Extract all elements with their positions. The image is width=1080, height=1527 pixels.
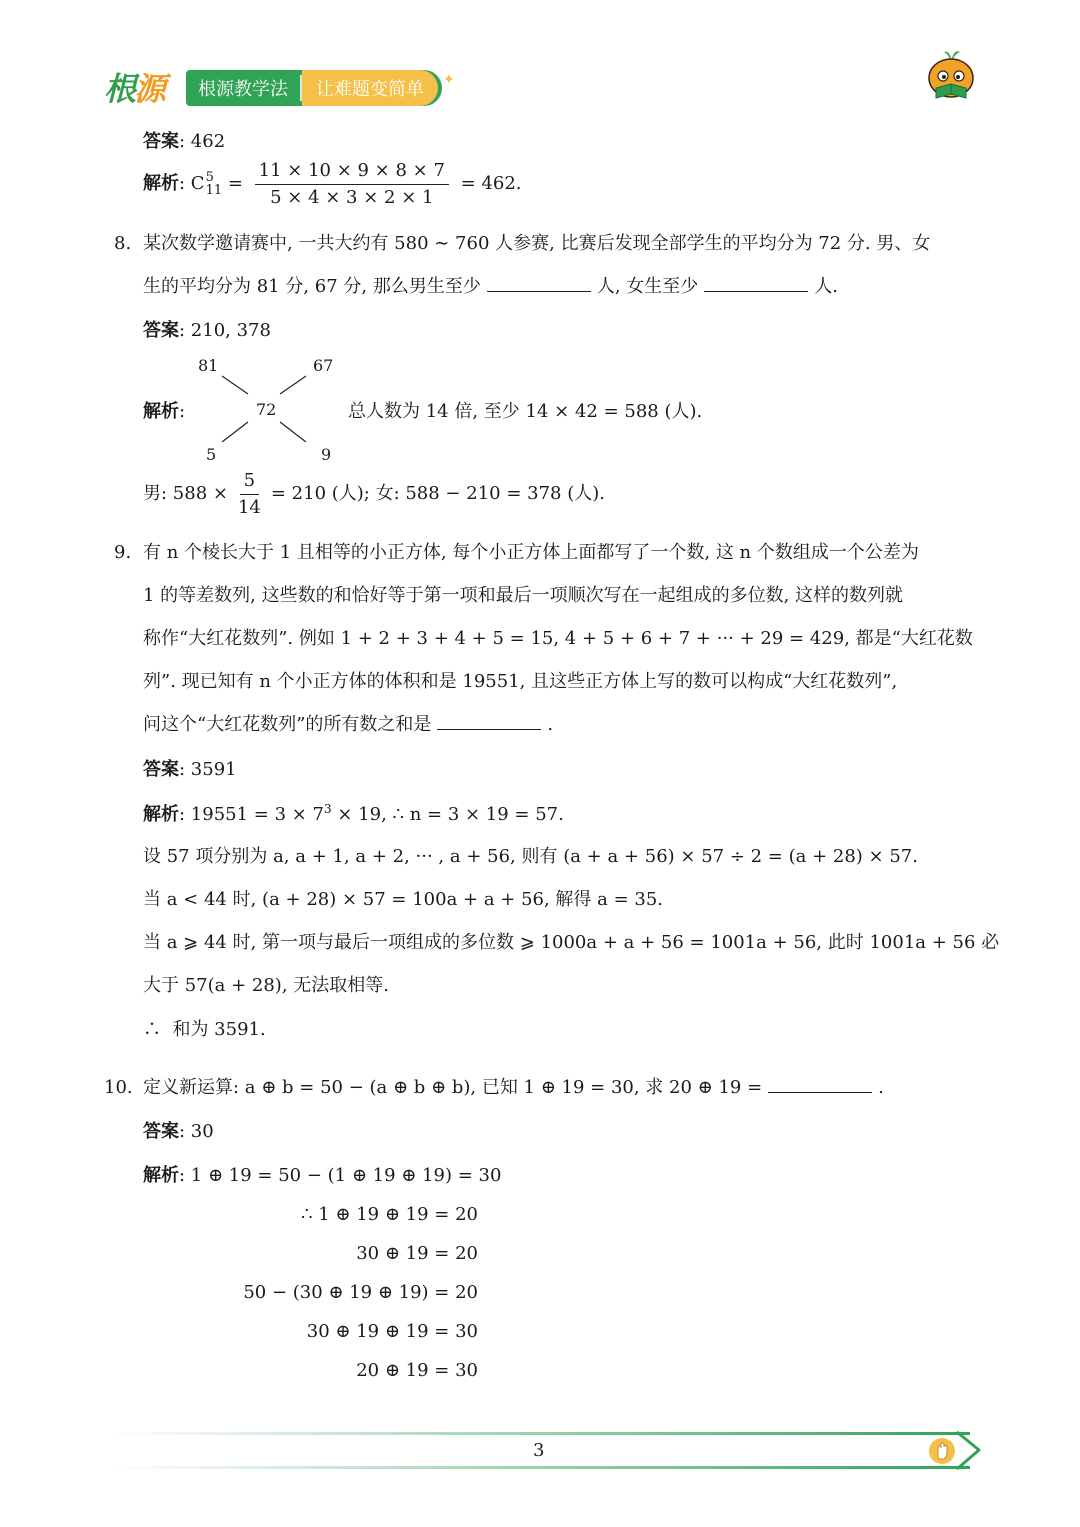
- q7-answer: [143, 131, 225, 153]
- analysis-prefix: : C: [179, 173, 205, 195]
- answer-value: : 30: [179, 1121, 214, 1142]
- exponent: 3: [324, 802, 332, 816]
- q9-step2: 当 a < 44 时, (a + 28) × 57 = 100a + a + 56, 解得 a = 35.: [143, 889, 664, 910]
- combination-sup: 5: [205, 170, 214, 186]
- q9-line5: [143, 714, 553, 736]
- q9-answer: [143, 759, 237, 781]
- cross-bottom-left: 5: [206, 445, 217, 464]
- q10-analysis-1: [143, 1165, 501, 1187]
- q8-answer: [143, 320, 271, 342]
- logo-char-accent: 源: [134, 70, 165, 108]
- q9-line5-end: .: [547, 714, 554, 735]
- numerator: 5: [240, 470, 259, 495]
- combination-sub: 11: [205, 183, 223, 199]
- answer-blank: [437, 728, 541, 730]
- combination-indices: [206, 171, 223, 197]
- tagline-method: 根源教学法: [198, 79, 288, 100]
- cross-bottom-right: 9: [321, 445, 332, 464]
- analysis-label: 解析: [143, 173, 179, 195]
- q10-answer: [143, 1121, 214, 1143]
- answer-label: 答案: [143, 131, 179, 152]
- q9-line1: 有 n 个棱长大于 1 且相等的小正方体, 每个小正方体上面都写了一个数, 这 n 个数组成一个公差为: [143, 542, 919, 563]
- analysis-colon: :: [179, 401, 186, 422]
- mascot-icon: [922, 48, 980, 104]
- q10-analysis-2: ∴ 1 ⊕ 19 ⊕ 19 = 20: [301, 1204, 478, 1225]
- answer-blank: [768, 1091, 872, 1093]
- q8-line2-text: 生的平均分为 81 分, 67 分, 那么男生至少: [143, 276, 481, 297]
- q10-analysis-3: 30 ⊕ 19 = 20: [356, 1243, 478, 1264]
- q9-line5-text: 问这个“大红花数列”的所有数之和是: [143, 714, 432, 735]
- q8-line1: 某次数学邀请赛中, 一共大约有 580 ∼ 760 人参赛, 比赛后发现全部学生的平均分为 72 分. 男、女: [143, 233, 931, 254]
- q10-analysis-5: 30 ⊕ 19 ⊕ 19 = 30: [306, 1321, 478, 1342]
- analysis-b: × 19, ∴ n = 3 × 19 = 57.: [331, 804, 564, 825]
- q9-step3: 当 a ⩾ 44 时, 第一项与最后一项组成的多位数 ⩾ 1000a + a + 56 = 1001a + 56, 此时 1001a + 56 必: [143, 932, 1000, 953]
- analysis-label: 解析: [143, 401, 179, 422]
- q10-line1: [143, 1077, 884, 1099]
- answer-label: 答案: [143, 320, 179, 341]
- result: = 462.: [454, 173, 522, 195]
- answer-blank: [487, 290, 591, 292]
- q8-line2-end: 人.: [814, 276, 839, 297]
- q9-number: 9.: [114, 542, 132, 563]
- denominator: 14: [237, 496, 261, 518]
- answer-label: 答案: [143, 1121, 179, 1142]
- q9-line3: 称作“大红花数列”. 例如 1 + 2 + 3 + 4 + 5 = 15, 4 + 5 + 6 + 7 + ··· + 29 = 429, 都是“大红花数: [143, 628, 973, 649]
- q7-analysis: [143, 160, 522, 208]
- female-text: = 210 (人); 女: 588 − 210 = 378 (人).: [270, 483, 605, 505]
- hand-icon: [928, 1437, 956, 1465]
- male-text: 男: 588 ×: [143, 483, 228, 505]
- denominator: 5 × 4 × 3 × 2 × 1: [270, 186, 434, 208]
- cross-lines: [218, 374, 310, 444]
- q8-line2: [143, 276, 838, 298]
- cross-center: 72: [256, 400, 277, 419]
- brand-logo: [104, 64, 164, 110]
- analysis-label: 解析: [143, 1165, 179, 1186]
- analysis-label: 解析: [143, 804, 179, 825]
- q8-male-female: [143, 470, 605, 518]
- q9-step5: ∴ 和为 3591.: [143, 1019, 266, 1040]
- cross-top-right: 67: [313, 356, 334, 375]
- q9-step4: 大于 57(a + 28), 无法取相等.: [143, 975, 389, 996]
- answer-value: : 210, 378: [179, 320, 271, 341]
- brand-tagline: [186, 70, 442, 106]
- tagline-separator: [300, 75, 302, 101]
- answer-blank: [704, 290, 808, 292]
- analysis-step: : 1 ⊕ 19 = 50 − (1 ⊕ 19 ⊕ 19) = 30: [179, 1165, 502, 1186]
- fraction: [255, 160, 449, 208]
- sparkle-icon: ✦: [443, 72, 455, 88]
- q9-analysis: [143, 802, 564, 826]
- fraction: [234, 470, 265, 518]
- tagline-slogan: 让难题变简单: [302, 70, 438, 106]
- answer-value: : 3591: [179, 759, 237, 780]
- q10-line1-text: 定义新运算: a ⊕ b = 50 − (a ⊕ b ⊕ b), 已知 1 ⊕ 19 = 30, 求 20 ⊕ 19 =: [143, 1077, 763, 1098]
- equals: =: [222, 173, 249, 195]
- footer-arrow-icon: [955, 1430, 983, 1471]
- q10-line1-end: .: [878, 1077, 884, 1098]
- analysis-a: : 19551 = 3 × 7: [179, 804, 325, 825]
- q9-line4: 列”. 现已知有 n 个小正方体的体积和是 19551, 且这些正方体上写的数可以构成“大红花数列”,: [143, 671, 898, 692]
- page-number: 3: [533, 1440, 545, 1461]
- q10-analysis-6: 20 ⊕ 19 = 30: [356, 1360, 478, 1381]
- q8-analysis-label: [143, 401, 185, 423]
- answer-value: : 462: [179, 131, 226, 152]
- logo-char-main: 根: [104, 70, 135, 108]
- q8-analysis-text: 总人数为 14 倍, 至少 14 × 42 = 588 (人).: [348, 401, 703, 422]
- footer-rule-top: [110, 1432, 970, 1435]
- q10-analysis-4: 50 − (30 ⊕ 19 ⊕ 19) = 20: [243, 1282, 478, 1303]
- footer-rule-bottom: [110, 1466, 970, 1469]
- q9-line2: 1 的等差数列, 这些数的和恰好等于第一项和最后一项顺次写在一起组成的多位数, 这样的数列就: [143, 585, 904, 606]
- q8-number: 8.: [114, 233, 132, 254]
- q9-step1: 设 57 项分别为 a, a + 1, a + 2, ··· , a + 56, 则有 (a + a + 56) × 57 ÷ 2 = (a + 28) × 57.: [143, 846, 918, 867]
- q10-number: 10.: [104, 1077, 133, 1098]
- cross-top-left: 81: [198, 356, 219, 375]
- numerator: 11 × 10 × 9 × 8 × 7: [255, 160, 449, 185]
- q8-line2-mid: 人, 女生至少: [596, 276, 699, 297]
- answer-label: 答案: [143, 759, 179, 780]
